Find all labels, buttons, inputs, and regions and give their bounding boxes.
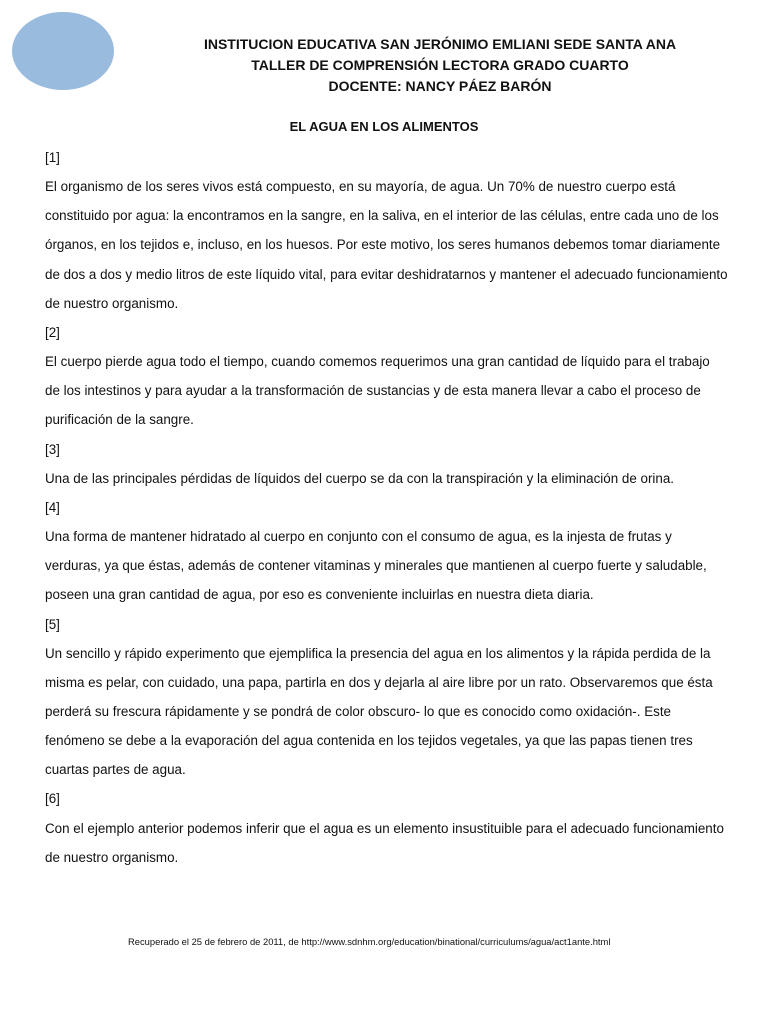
section-number: [4] <box>45 499 60 515</box>
section-text: Con el ejemplo anterior podemos inferir que el agua es un elemento insustituible para el adecuado funcionamiento de nuestro organismo. <box>45 820 724 865</box>
school-name: INSTITUCION EDUCATIVA SAN JERÓNIMO EMLIANI SEDE SANTA ANA <box>203 36 677 52</box>
section-number: [6] <box>45 791 60 807</box>
article-title: EL AGUA EN LOS ALIMENTOS <box>289 119 479 134</box>
source-citation: Recuperado el 25 de febrero de 2011, de http://www.sdnhm.org/education/binational/curriculums/agua/act1ante.html <box>128 936 611 947</box>
section-text: Un sencillo y rápido experimento que ejemplifica la presencia del agua en los alimentos y la rápida perdida de la misma es pelar, con cuidado, una papa, partirla en dos y dejarla al aire libre por un rato. Observaremos que ésta perderá su frescura rápidamente y se pondrá de color obscuro- lo que es conocido como oxidación-. Este fenómeno se debe a la evaporación del agua contenida en los tejidos vegetales, ya que las papas tienen tres cuartas partes de agua. <box>45 645 713 778</box>
article-body <box>45 143 728 872</box>
section-number: [5] <box>45 616 60 632</box>
workshop-title: TALLER DE COMPRENSIÓN LECTORA GRADO CUARTO <box>251 57 629 73</box>
section-text: Una forma de mantener hidratado al cuerpo en conjunto con el consumo de agua, es la injesta de frutas y verduras, ya que éstas, además de contener vitaminas y minerales que mantienen al cuerpo fuerte y saludable, poseen una gran cantidad de agua, por eso es conveniente incluirlas en nuestra dieta diaria. <box>45 529 707 603</box>
section-text: Una de las principales pérdidas de líquidos del cuerpo se da con la transpiración y la eliminación de orina. <box>45 470 674 486</box>
section-number: [3] <box>45 441 60 457</box>
section-text: El cuerpo pierde agua todo el tiempo, cuando comemos requerimos una gran cantidad de líquido para el trabajo de los intestinos y para ayudar a la transformación de sustancias y de esta manera llevar a cabo el proceso de purificación de la sangre. <box>45 354 710 428</box>
section-number: [1] <box>45 150 60 165</box>
section-number: [2] <box>45 324 60 340</box>
section-text: El organismo de los seres vivos está compuesto, en su mayoría, de agua. Un 70% de nuestro cuerpo está constituido por agua: la encontramos en la sangre, en la saliva, en el interior de las células, entre cada uno de los órganos, en los tejidos e, incluso, en los huesos. Por este motivo, los seres humanos debemos tomar diariamente de dos a dos y medio litros de este líquido vital, para evitar deshidratarnos y mantener el adecuado funcionamiento de nuestro organismo. <box>45 179 728 311</box>
teacher-name: DOCENTE: NANCY PÁEZ BARÓN <box>328 78 552 94</box>
document-header <box>120 34 760 97</box>
school-logo <box>12 12 114 90</box>
